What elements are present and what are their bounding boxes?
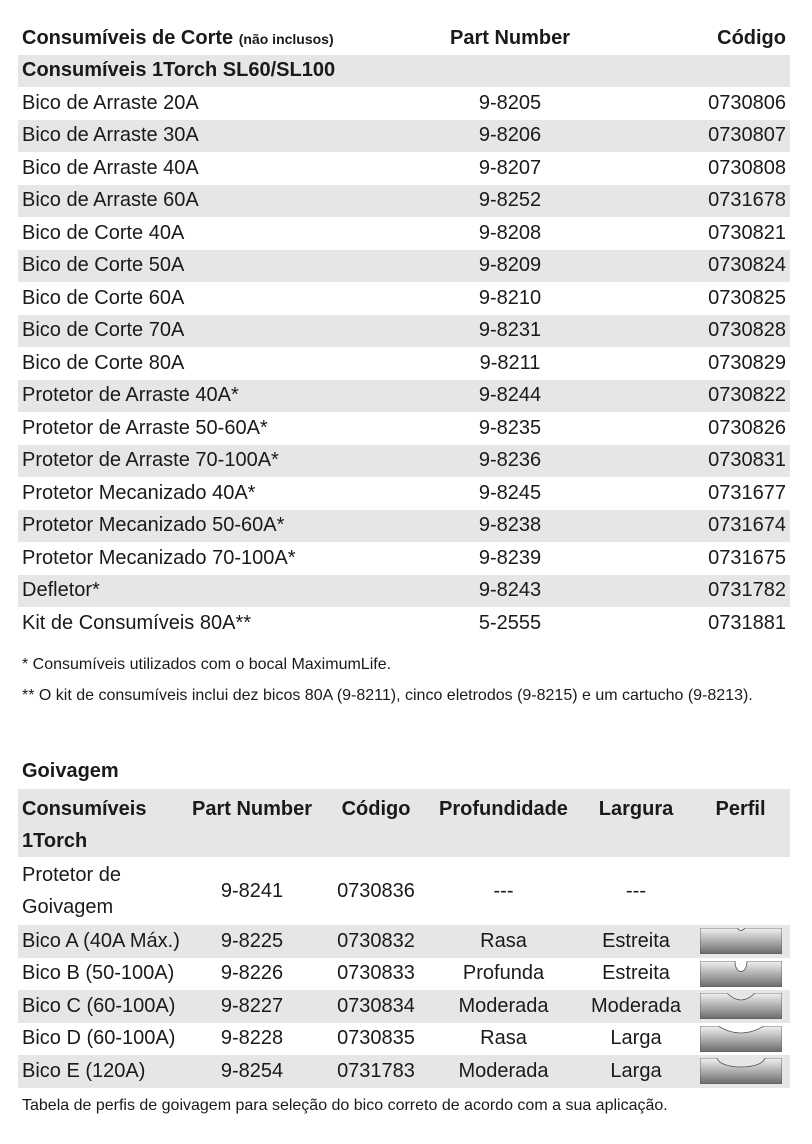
item-part-number: 9-8239: [478, 546, 542, 569]
item-part-number: 9-8206: [410, 120, 610, 153]
item-part-number: 9-8209: [410, 250, 610, 283]
table-row: [18, 575, 790, 608]
consumables-header: Consumíveis 1Torch: [18, 789, 178, 857]
item-code: 0730808: [708, 156, 786, 179]
item-name: Bico D (60-100A): [22, 1027, 176, 1050]
table-row: [18, 217, 790, 250]
table-row: [18, 542, 790, 575]
item-part-number: 9-8238: [410, 510, 610, 543]
item-name: Bico de Corte 50A: [18, 250, 410, 283]
item-name: Bico de Corte 80A: [22, 351, 185, 374]
footnote-double-asterisk: ** O kit de consumíveis inclui dez bicos 80A (9-8211), cinco eletrodos (9-8215) e um cartucho (9-8213).: [22, 687, 753, 704]
item-part-number: 9-8208: [478, 221, 542, 244]
item-width: Larga: [581, 1055, 691, 1088]
item-code: 0731881: [708, 611, 786, 634]
table-row: [18, 347, 790, 380]
item-part-number: 9-8235: [478, 416, 542, 439]
table-row: [18, 250, 790, 283]
item-name: Bico de Corte 60A: [22, 286, 185, 309]
gouging-title: Goivagem: [22, 760, 119, 782]
item-width: Estreita: [602, 962, 670, 985]
table-row: [18, 477, 790, 510]
item-name: Defletor*: [18, 575, 410, 608]
gouge-profile-shallow-wide-icon: [700, 1026, 782, 1052]
item-code: 0730807: [610, 120, 790, 153]
profile-header: Perfil: [691, 789, 790, 857]
item-name: Bico E (120A): [18, 1055, 178, 1088]
item-width: ---: [626, 879, 646, 902]
item-part-number: 9-8211: [479, 351, 541, 374]
table-row: [18, 510, 790, 543]
consumables-header-row: [18, 22, 790, 55]
consumables-title: Consumíveis de Corte (não inclusos): [22, 26, 334, 49]
item-code: 0731678: [610, 185, 790, 218]
item-part-number: 9-8210: [478, 286, 542, 309]
table-row: [18, 1055, 790, 1088]
item-part-number: 9-8245: [478, 481, 542, 504]
part-number-header: Part Number: [178, 789, 326, 857]
item-part-number: 9-8241: [220, 879, 284, 902]
table-row: [18, 857, 790, 925]
item-name: Protetor de Arraste 40A*: [18, 380, 410, 413]
item-width: Estreita: [581, 925, 691, 958]
gouge-profile-deep-narrow-icon: [700, 961, 782, 987]
item-name: Protetor Mecanizado 40A*: [22, 481, 256, 504]
item-code: 0731675: [708, 546, 786, 569]
table-row: [18, 87, 790, 120]
consumables-subheader: Consumíveis 1Torch SL60/SL100: [18, 55, 790, 88]
item-code: 0730825: [708, 286, 786, 309]
item-depth: Rasa: [426, 925, 581, 958]
item-code: 0730822: [610, 380, 790, 413]
item-code: 0730821: [708, 221, 786, 244]
item-name: Bico de Corte 40A: [22, 221, 185, 244]
footnote-single-asterisk: * Consumíveis utilizados com o bocal MaximumLife.: [22, 656, 392, 673]
gouge-profile-moderate-wide-icon: [700, 1058, 782, 1084]
item-profile: [691, 925, 790, 958]
item-part-number: 9-8243: [410, 575, 610, 608]
item-part-number: 9-8252: [410, 185, 610, 218]
item-code: 0730834: [326, 990, 426, 1023]
item-profile: [691, 958, 790, 991]
item-code: 0730832: [326, 925, 426, 958]
item-code: 0730833: [337, 962, 415, 985]
item-code: 0731674: [610, 510, 790, 543]
item-name: Protetor Mecanizado 70-100A*: [22, 546, 296, 569]
gouge-profile-moderate-moderate-icon: [700, 993, 782, 1019]
item-part-number: 9-8205: [478, 91, 542, 114]
item-name: Bico de Arraste 20A: [22, 91, 199, 114]
item-part-number: 9-8254: [178, 1055, 326, 1088]
item-profile-empty: [691, 857, 790, 925]
item-depth: Profunda: [462, 962, 545, 985]
table-row: [18, 185, 790, 218]
table-row: [18, 315, 790, 348]
item-name: Bico C (60-100A): [18, 990, 178, 1023]
item-depth: ---: [493, 879, 514, 902]
table-row: [18, 1023, 790, 1056]
item-code: 0730835: [337, 1027, 415, 1050]
item-width: Larga: [610, 1027, 662, 1050]
item-depth: Rasa: [480, 1027, 527, 1050]
code-header: Código: [717, 26, 786, 49]
item-code: 0730824: [610, 250, 790, 283]
item-name: Protetor de Arraste 50-60A*: [22, 416, 268, 439]
item-name: Bico de Arraste 40A: [22, 156, 199, 179]
item-part-number: 9-8207: [478, 156, 542, 179]
gouge-profile-shallow-narrow-icon: [700, 928, 782, 954]
gouging-header-row: [18, 789, 790, 857]
table-row: [18, 445, 790, 478]
table-row: [18, 282, 790, 315]
consumables-title-note: (não inclusos): [238, 30, 334, 47]
item-depth: Moderada: [426, 1055, 581, 1088]
item-code: 0730826: [708, 416, 786, 439]
item-code: 0731783: [326, 1055, 426, 1088]
item-name: Bico A (40A Máx.): [18, 925, 178, 958]
width-header: Largura: [581, 789, 691, 857]
item-width: Moderada: [581, 990, 691, 1023]
item-profile: [691, 1023, 790, 1056]
item-part-number: 9-8225: [178, 925, 326, 958]
item-depth: Moderada: [426, 990, 581, 1023]
gouging-table: [18, 789, 790, 1088]
table-row: [18, 152, 790, 185]
consumables-table: [18, 22, 790, 640]
item-code: 0730828: [610, 315, 790, 348]
item-code: 0730836: [337, 879, 415, 902]
gouging-caption: Tabela de perfis de goivagem para seleção do bico correto de acordo com a sua aplicação.: [22, 1097, 668, 1114]
item-code: 0730831: [610, 445, 790, 478]
item-name: Protetor de Arraste 70-100A*: [18, 445, 410, 478]
table-row: [18, 412, 790, 445]
item-part-number: 9-8236: [410, 445, 610, 478]
item-code: 0730829: [708, 351, 786, 374]
table-row: [18, 120, 790, 153]
item-part-number: 9-8228: [220, 1027, 284, 1050]
item-profile: [691, 1055, 790, 1088]
item-part-number: 9-8227: [178, 990, 326, 1023]
item-code: 0731677: [708, 481, 786, 504]
table-row: [18, 607, 790, 640]
item-code: 0731782: [610, 575, 790, 608]
table-row: [18, 925, 790, 958]
item-name: Protetor de Goivagem: [22, 864, 121, 918]
item-name: Kit de Consumíveis 80A**: [22, 611, 252, 634]
table-row: [18, 990, 790, 1023]
item-name: Bico B (50-100A): [22, 962, 175, 985]
item-name: Protetor Mecanizado 50-60A*: [18, 510, 410, 543]
item-part-number: 9-8244: [410, 380, 610, 413]
item-name: Bico de Corte 70A: [18, 315, 410, 348]
item-profile: [691, 990, 790, 1023]
table-row: [18, 380, 790, 413]
item-part-number: 5-2555: [478, 611, 542, 634]
item-part-number: 9-8226: [220, 962, 284, 985]
code-header: Código: [326, 789, 426, 857]
item-code: 0730806: [708, 91, 786, 114]
item-name: Bico de Arraste 30A: [18, 120, 410, 153]
table-row: [18, 958, 790, 991]
consumables-subheader-row: [18, 55, 790, 88]
item-name: Bico de Arraste 60A: [18, 185, 410, 218]
depth-header: Profundidade: [426, 789, 581, 857]
part-number-header: Part Number: [449, 26, 571, 49]
item-part-number: 9-8231: [410, 315, 610, 348]
